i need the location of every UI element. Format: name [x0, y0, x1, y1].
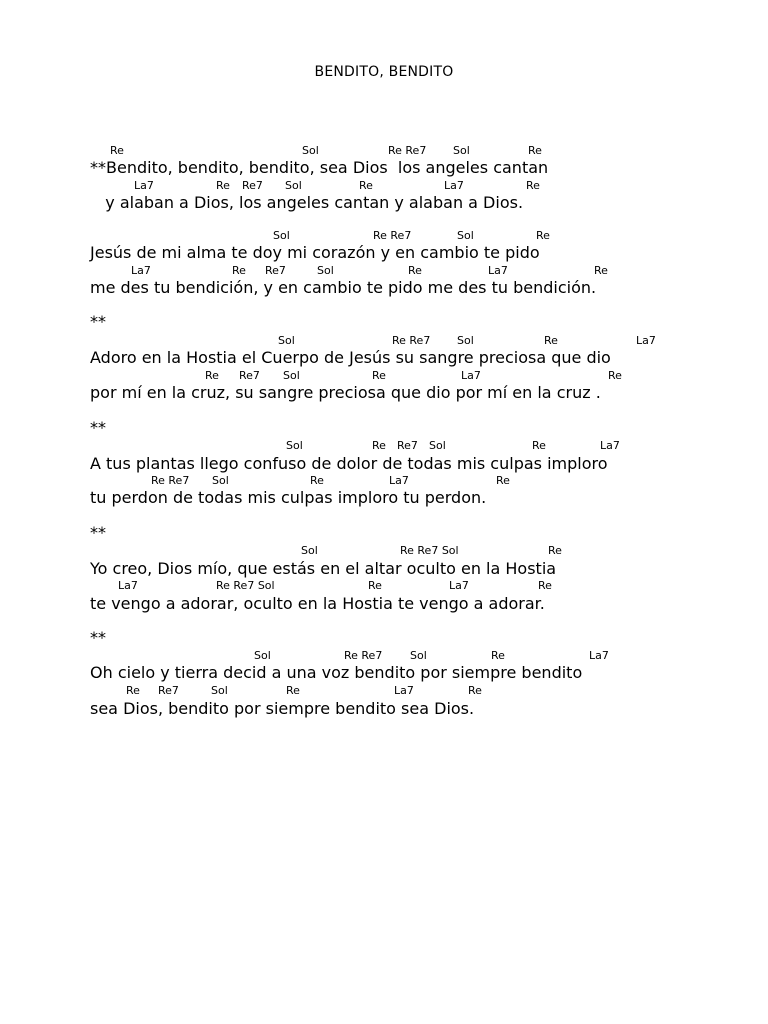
chord-label: Sol	[457, 334, 474, 347]
lyric-line: A tus plantas llego confuso de dolor de todas mis culpas imploro	[90, 454, 608, 473]
chord-label: Sol	[254, 649, 271, 662]
chord-label: Sol	[212, 474, 229, 487]
chord-label: Re	[608, 369, 622, 382]
chord-label: Sol	[211, 684, 228, 697]
chord-label: Re	[110, 144, 124, 157]
chord-label: Re	[372, 369, 386, 382]
song-title: BENDITO, BENDITO	[314, 64, 454, 80]
chord-label: Re	[468, 684, 482, 697]
chord-label: Re Re7	[388, 144, 427, 157]
chord-label: Sol	[457, 229, 474, 242]
lyric-line: **	[90, 523, 106, 542]
lyric-line: Jesús de mi alma te doy mi corazón y en cambio te pido	[90, 243, 540, 262]
chord-label: Re	[286, 684, 300, 697]
chord-label: La7	[488, 264, 508, 277]
chord-label: Re7	[397, 439, 418, 452]
chord-label: Re	[528, 144, 542, 157]
chord-label: La7	[461, 369, 481, 382]
chord-label: Sol	[286, 439, 303, 452]
lyric-line: tu perdon de todas mis culpas imploro tu perdon.	[90, 488, 487, 507]
chord-label: Re Re7	[392, 334, 431, 347]
chord-label: Re	[594, 264, 608, 277]
chord-label: La7	[444, 179, 464, 192]
lyric-line: y alaban a Dios, los angeles cantan y alaban a Dios.	[90, 193, 524, 212]
chord-label: Re	[491, 649, 505, 662]
lyric-line: me des tu bendición, y en cambio te pido me des tu bendición.	[90, 278, 597, 297]
chord-label: Re7	[242, 179, 263, 192]
chord-label: Re	[538, 579, 552, 592]
lyric-line: **	[90, 312, 106, 331]
lyric-line: Yo creo, Dios mío, que estás en el altar oculto en la Hostia	[90, 559, 557, 578]
chord-label: Sol	[273, 229, 290, 242]
chord-label: La7	[449, 579, 469, 592]
chord-label: Re Re7	[373, 229, 412, 242]
chord-label: Re Re7	[344, 649, 383, 662]
chord-label: Re	[544, 334, 558, 347]
chord-label: La7	[394, 684, 414, 697]
chord-label: Sol	[285, 179, 302, 192]
chord-label: Re	[548, 544, 562, 557]
chord-label: Re7	[158, 684, 179, 697]
chord-label: Re	[496, 474, 510, 487]
chord-label: Re	[526, 179, 540, 192]
chord-label: Sol	[453, 144, 470, 157]
lyric-line: **	[90, 628, 106, 647]
chord-label: Re	[205, 369, 219, 382]
chord-label: Sol	[278, 334, 295, 347]
lyric-line: te vengo a adorar, oculto en la Hostia te vengo a adorar.	[90, 594, 545, 613]
chord-label: Re Re7	[151, 474, 190, 487]
chord-label: Sol	[410, 649, 427, 662]
chord-label: Re Re7 Sol	[400, 544, 459, 557]
chord-label: Sol	[429, 439, 446, 452]
chord-label: Re	[372, 439, 386, 452]
chord-label: Re	[216, 179, 230, 192]
chord-label: Re	[359, 179, 373, 192]
chord-label: Re	[532, 439, 546, 452]
chord-label: La7	[636, 334, 656, 347]
chord-label: La7	[600, 439, 620, 452]
lyric-line: sea Dios, bendito por siempre bendito sea Dios.	[90, 699, 475, 718]
chord-label: Re Re7 Sol	[216, 579, 275, 592]
lyric-line: por mí en la cruz, su sangre preciosa que dio por mí en la cruz .	[90, 383, 601, 402]
chord-label: La7	[131, 264, 151, 277]
chord-label: La7	[389, 474, 409, 487]
chord-label: Re	[536, 229, 550, 242]
chord-label: Re	[368, 579, 382, 592]
chord-label: Re7	[265, 264, 286, 277]
chord-label: La7	[118, 579, 138, 592]
chord-label: Sol	[317, 264, 334, 277]
chord-label: Re7	[239, 369, 260, 382]
chord-label: Sol	[283, 369, 300, 382]
lyric-line: **	[90, 418, 106, 437]
chord-label: Re	[126, 684, 140, 697]
chord-label: Sol	[302, 144, 319, 157]
chord-label: Sol	[301, 544, 318, 557]
lyric-line: **Bendito, bendito, bendito, sea Dios los angeles cantan	[90, 158, 549, 177]
lyric-line: Oh cielo y tierra decid a una voz bendito por siempre bendito	[90, 663, 583, 682]
lyric-line: Adoro en la Hostia el Cuerpo de Jesús su sangre preciosa que dio	[90, 348, 611, 367]
chord-label: Re	[232, 264, 246, 277]
chord-label: Re	[310, 474, 324, 487]
chord-label: La7	[134, 179, 154, 192]
chord-label: La7	[589, 649, 609, 662]
chord-label: Re	[408, 264, 422, 277]
